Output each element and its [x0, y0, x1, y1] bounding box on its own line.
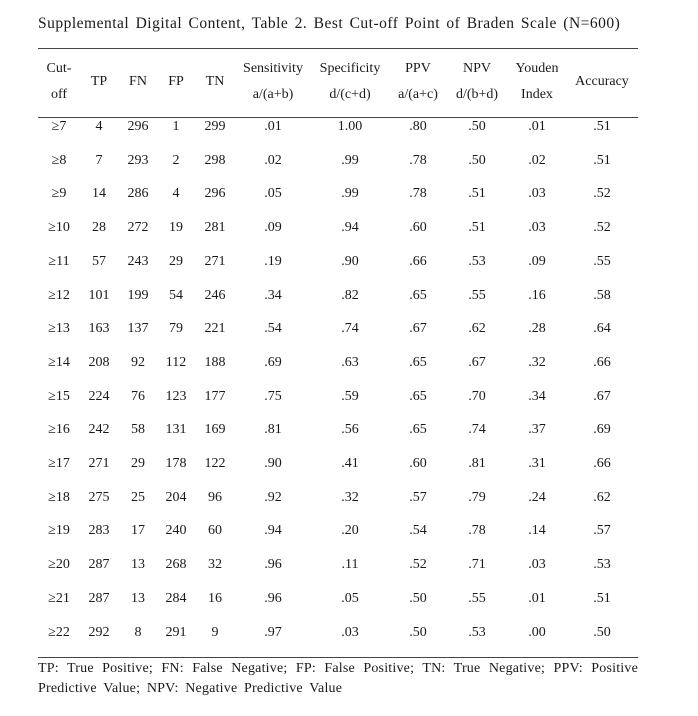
cell-tp: 163: [88, 321, 110, 337]
cell-youden: .09: [528, 253, 546, 269]
cell-tp: 7: [95, 152, 103, 168]
footnote-line2: Predictive Value; NPV: Negative Predictive Value: [38, 681, 343, 696]
table-bottom-rule: [38, 657, 638, 658]
cell-tn: 281: [204, 220, 226, 236]
cell-tn: 177: [204, 388, 226, 404]
cell-specificity: .56: [341, 422, 359, 438]
header-youden-line2: Index: [521, 87, 553, 102]
cell-youden: .03: [528, 186, 546, 202]
cell-sensitivity: .34: [264, 287, 282, 303]
cell-tn: 96: [208, 489, 222, 505]
cell-tp: 28: [92, 220, 106, 236]
header-npv-line1: NPV: [462, 61, 492, 76]
cell-fn: 58: [131, 422, 145, 438]
cell-tn: 296: [204, 186, 226, 202]
cell-sensitivity: .90: [264, 456, 282, 471]
cell-fn: 76: [131, 388, 145, 404]
cell-sensitivity: .54: [264, 321, 282, 337]
cell-specificity: .90: [341, 253, 359, 269]
cell-accuracy: .67: [593, 388, 611, 404]
cell-fn: 13: [131, 557, 145, 573]
header-tn: TN: [205, 74, 225, 89]
cell-npv: .53: [468, 253, 486, 269]
cell-sensitivity: .19: [264, 253, 282, 269]
cell-fp: 268: [165, 557, 187, 573]
cell-fp: 284: [165, 590, 187, 606]
cell-cutoff: ≥13: [48, 321, 70, 337]
cell-ppv: .65: [409, 354, 427, 370]
cell-tn: 32: [208, 557, 222, 573]
cell-ppv: .57: [409, 489, 427, 505]
cell-specificity: .32: [341, 489, 359, 505]
cell-youden: .28: [528, 321, 546, 337]
header-fn: FN: [129, 74, 147, 89]
cell-youden: .37: [528, 422, 546, 438]
header-sensitivity-line2: a/(a+b): [252, 87, 294, 102]
cell-cutoff: ≥18: [48, 489, 70, 505]
cell-npv: .50: [468, 152, 486, 168]
cell-accuracy: .52: [593, 220, 611, 236]
cell-tp: 287: [88, 557, 110, 573]
cell-fn: 17: [131, 523, 145, 539]
cell-tp: 57: [92, 253, 106, 269]
cell-sensitivity: .05: [264, 186, 282, 202]
cell-fn: 8: [134, 624, 142, 640]
header-specificity: [320, 56, 381, 108]
cell-tn: 169: [204, 422, 226, 438]
cell-cutoff: ≥16: [48, 422, 70, 438]
cell-sensitivity: .09: [264, 220, 282, 236]
cell-accuracy: .53: [593, 557, 611, 573]
header-tp: TP: [90, 74, 108, 89]
cell-tn: 246: [204, 287, 226, 303]
cell-npv: .71: [468, 557, 486, 573]
footnote-line1: TP: True Positive; FN: False Negative; FP: False Positive; TN: True Negative; PPV: Positive: [38, 661, 638, 676]
cell-npv: .53: [468, 624, 486, 640]
cell-fp: 2: [172, 152, 180, 168]
cell-ppv: .50: [409, 590, 427, 606]
header-youden-line1: Youden: [515, 61, 559, 76]
cell-youden: .03: [528, 557, 546, 573]
cell-sensitivity: .97: [264, 624, 282, 640]
cell-cutoff: ≥11: [48, 253, 70, 269]
cell-youden: .14: [528, 523, 546, 539]
cell-specificity: .59: [341, 388, 359, 404]
cell-sensitivity: .81: [264, 422, 282, 438]
header-sensitivity-line1: Sensitivity: [243, 61, 303, 76]
cell-npv: .79: [468, 489, 486, 505]
cell-ppv: .66: [409, 253, 427, 269]
cell-cutoff: ≥10: [48, 220, 70, 236]
cell-cutoff: ≥15: [48, 388, 70, 404]
cell-youden: .00: [528, 624, 546, 640]
cell-npv: .67: [468, 354, 486, 370]
cell-cutoff: ≥9: [51, 186, 67, 202]
cell-tp: 14: [92, 186, 106, 202]
cell-ppv: .78: [409, 186, 427, 202]
cell-ppv: .60: [409, 456, 427, 471]
cell-fp: 291: [165, 624, 187, 640]
cell-tn: 271: [204, 253, 226, 269]
cell-cutoff: ≥12: [48, 287, 70, 303]
cell-cutoff: ≥21: [48, 590, 70, 606]
cell-specificity: .82: [341, 287, 359, 303]
cell-fp: 79: [169, 321, 183, 337]
cell-accuracy: .52: [593, 186, 611, 202]
header-ppv-line1: PPV: [405, 61, 431, 76]
cell-fp: 204: [165, 489, 187, 505]
cell-tn: 188: [204, 354, 226, 370]
cell-fp: 112: [165, 354, 187, 370]
cell-npv: .78: [468, 523, 486, 539]
cell-sensitivity: .02: [264, 152, 282, 168]
cell-fp: 19: [169, 220, 183, 236]
cell-ppv: .60: [409, 220, 427, 236]
cell-ppv: .65: [409, 388, 427, 404]
cell-npv: .62: [468, 321, 486, 337]
cell-accuracy: .51: [593, 119, 611, 134]
cell-specificity: 1.00: [337, 119, 363, 134]
cell-sensitivity: .75: [264, 388, 282, 404]
cell-sensitivity: .96: [264, 557, 282, 573]
table-footnote: [38, 659, 638, 699]
cell-youden: .03: [528, 220, 546, 236]
cell-fn: 13: [131, 590, 145, 606]
cell-npv: .74: [468, 422, 486, 438]
cell-fn: 92: [131, 354, 145, 370]
cell-specificity: .74: [341, 321, 359, 337]
cell-fp: 123: [165, 388, 187, 404]
cell-tp: 275: [88, 489, 110, 505]
cell-npv: .55: [468, 287, 486, 303]
cell-ppv: .67: [409, 321, 427, 337]
cell-tn: 16: [208, 590, 222, 606]
cell-tp: 292: [88, 624, 110, 640]
cell-fn: 296: [127, 119, 149, 134]
header-specificity-line1: Specificity: [319, 61, 381, 76]
header-npv: [456, 56, 498, 108]
cell-tp: 242: [88, 422, 110, 438]
cell-fn: 137: [127, 321, 149, 337]
cell-fp: 240: [165, 523, 187, 539]
cell-accuracy: .58: [593, 287, 611, 303]
cell-accuracy: .62: [593, 489, 611, 505]
cell-tp: 208: [88, 354, 110, 370]
cell-specificity: .11: [341, 557, 359, 573]
cell-fp: 29: [169, 253, 183, 269]
cell-accuracy: .57: [593, 523, 611, 539]
header-sensitivity: [243, 56, 303, 108]
cell-fp: 1: [172, 119, 180, 134]
cell-tn: 299: [204, 119, 226, 134]
header-cutoff-line1: Cut-: [46, 61, 72, 76]
cell-sensitivity: .01: [264, 119, 282, 134]
cell-ppv: .52: [409, 557, 427, 573]
cell-specificity: .99: [341, 186, 359, 202]
cell-tp: 224: [88, 388, 110, 404]
cell-cutoff: ≥7: [51, 119, 67, 134]
cell-tp: 271: [88, 456, 110, 471]
cell-specificity: .94: [341, 220, 359, 236]
cell-sensitivity: .96: [264, 590, 282, 606]
cell-tp: 287: [88, 590, 110, 606]
cell-fn: 272: [127, 220, 149, 236]
cell-ppv: .50: [409, 624, 427, 640]
cell-tp: 4: [95, 119, 103, 134]
table-caption: Supplemental Digital Content, Table 2. Best Cut-off Point of Braden Scale (N=600): [38, 15, 621, 32]
cell-youden: .24: [528, 489, 546, 505]
cell-specificity: .20: [341, 523, 359, 539]
cell-fp: 54: [169, 287, 183, 303]
cell-cutoff: ≥17: [48, 456, 70, 471]
cell-cutoff: ≥19: [48, 523, 70, 539]
cell-ppv: .65: [409, 287, 427, 303]
header-ppv-line2: a/(a+c): [398, 87, 438, 102]
cell-accuracy: .66: [593, 354, 611, 370]
cell-cutoff: ≥14: [48, 354, 70, 370]
cell-tp: 101: [88, 287, 110, 303]
cell-accuracy: .51: [593, 590, 611, 606]
cell-youden: .01: [528, 119, 546, 134]
header-accuracy: Accuracy: [575, 74, 629, 89]
cell-sensitivity: .94: [264, 523, 282, 539]
header-specificity-line2: d/(c+d): [329, 87, 371, 102]
cell-tn: 9: [211, 624, 219, 640]
cell-accuracy: .66: [593, 456, 611, 471]
cell-fn: 243: [127, 253, 149, 269]
cell-tp: 283: [88, 523, 110, 539]
header-ppv: [398, 56, 438, 108]
cell-ppv: .65: [409, 422, 427, 438]
cell-accuracy: .55: [593, 253, 611, 269]
cell-youden: .31: [528, 456, 546, 471]
cell-sensitivity: .69: [264, 354, 282, 370]
cell-accuracy: .69: [593, 422, 611, 438]
cell-fp: 131: [165, 422, 187, 438]
cell-accuracy: .51: [593, 152, 611, 168]
cell-cutoff: ≥22: [48, 624, 70, 640]
cell-specificity: .03: [341, 624, 359, 640]
header-youden: [516, 56, 559, 108]
cell-npv: .50: [468, 119, 486, 134]
cell-tn: 122: [204, 456, 226, 471]
cell-tn: 221: [204, 321, 226, 337]
cell-fn: 286: [127, 186, 149, 202]
cell-npv: .81: [468, 456, 486, 471]
cell-specificity: .63: [341, 354, 359, 370]
cell-youden: .34: [528, 388, 546, 404]
cell-fp: 178: [165, 456, 187, 471]
header-cutoff: [47, 56, 72, 108]
header-fp: FP: [168, 74, 184, 89]
cell-accuracy: .64: [593, 321, 611, 337]
cell-ppv: .54: [409, 523, 427, 539]
table-header-rule: [38, 117, 638, 118]
cell-youden: .32: [528, 354, 546, 370]
cell-specificity: .99: [341, 152, 359, 168]
cell-ppv: .80: [409, 119, 427, 134]
cell-youden: .16: [528, 287, 546, 303]
cell-tn: 298: [204, 152, 226, 168]
cell-cutoff: ≥20: [48, 557, 70, 573]
cell-fn: 293: [127, 152, 149, 168]
cell-npv: .55: [468, 590, 486, 606]
cell-accuracy: .50: [593, 624, 611, 640]
cell-npv: .51: [468, 220, 486, 236]
cell-ppv: .78: [409, 152, 427, 168]
cell-npv: .51: [468, 186, 486, 202]
cell-fn: 25: [131, 489, 145, 505]
cell-fn: 199: [127, 287, 149, 303]
cell-cutoff: ≥8: [51, 152, 67, 168]
cell-fn: 29: [131, 456, 145, 471]
cell-youden: .01: [528, 590, 546, 606]
cell-specificity: .05: [341, 590, 359, 606]
cell-tn: 60: [208, 523, 222, 539]
cell-npv: .70: [468, 388, 486, 404]
table-top-rule: [38, 48, 638, 49]
cell-fp: 4: [172, 186, 180, 202]
header-npv-line2: d/(b+d): [455, 87, 499, 102]
cell-sensitivity: .92: [264, 489, 282, 505]
header-cutoff-line2: off: [50, 87, 68, 102]
cell-youden: .02: [528, 152, 546, 168]
cell-specificity: .41: [341, 456, 359, 471]
